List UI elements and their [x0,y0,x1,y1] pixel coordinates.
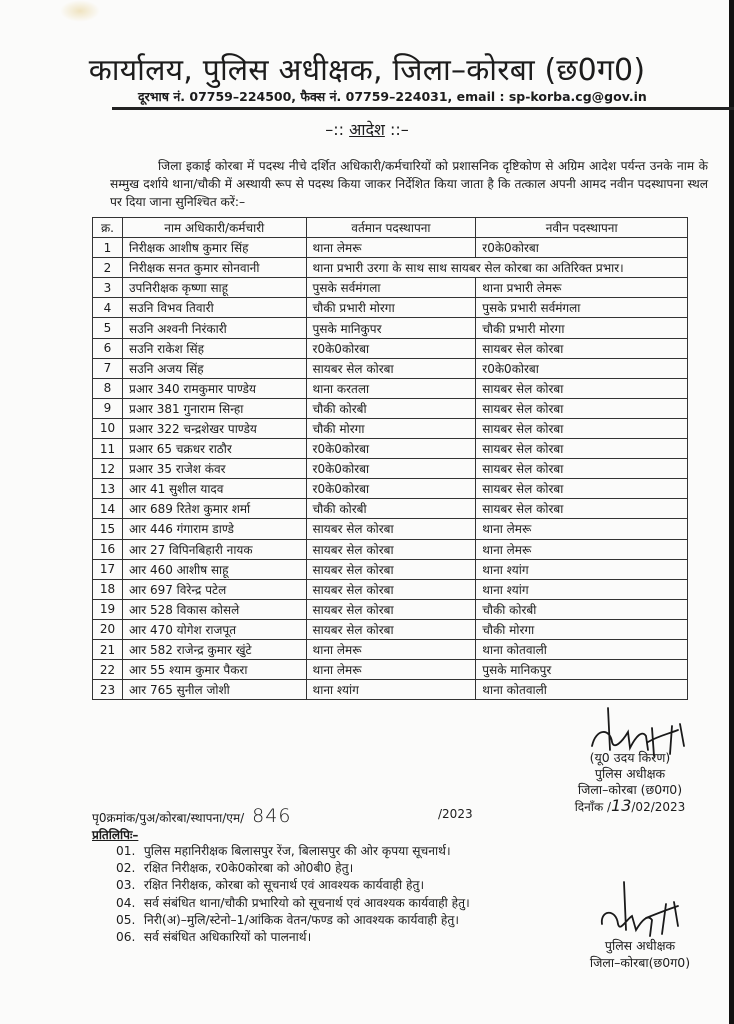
officer-name: आर 528 विकास कोसले [122,599,306,619]
officer-name: आर 765 सुनील जोशी [122,680,306,700]
serial-number: 12 [93,459,123,479]
new-posting: सायबर सेल कोरबा [476,398,688,418]
copy-to-item-text: सर्व संबंधित थाना/चौकी प्रभारियो को सूचनार्थ एवं आवश्यक कार्यवाही हेतु। [143,895,470,910]
signatory-district: जिला–कोरबा(छ0ग0) [589,955,691,970]
reference-line [92,805,473,827]
new-posting: सायबर सेल कोरबा [476,418,688,438]
table-row [93,398,688,418]
copy-to-item [116,929,470,946]
copy-to-label: प्रतिलिपिः– [92,828,139,842]
serial-number: 18 [93,579,123,599]
serial-number: 7 [93,358,123,378]
officer-name: आर 55 श्याम कुमार पैकरा [122,660,306,680]
new-posting: थाना श्यांग [476,559,688,579]
current-posting: र0के0कोरबा [306,459,476,479]
current-posting: र0के0कोरबा [306,338,476,358]
serial-number: 9 [93,398,123,418]
intro-text: जिला इकाई कोरबा में पदस्थ नीचे दर्शित अधिकारी/कर्मचारियों को प्रशासनिक दृष्टिकोण से अग्रिम आदेश पर्यन्त उनके नाम के सम्मुख दर्शाये थाना/चौकी में अस्थायी रूप से पदस्थ किया जाकर निर्देशित किया जाता है कि तत्काल अपनी आमद नवीन पदस्थापना स्थल पर दिया जाना सुनिश्चित करें:– [110,159,708,209]
copy-to-item-number: 02. [116,861,136,876]
officer-name: आर 582 राजेन्द्र कुमार खुंटे [122,639,306,659]
table-row [93,619,688,639]
officer-name: सउनि विभव तिवारी [122,298,306,318]
current-posting: थाना करतला [306,378,476,398]
officer-name: निरीक्षक सनत कुमार सोनवानी [122,258,306,278]
current-posting: चौकी प्रभारी मोरगा [306,298,476,318]
officer-name: आर 470 योगेश राजपूत [122,619,306,639]
serial-number: 3 [93,278,123,298]
copy-to-item-number: 03. [116,878,136,893]
signatory-designation: पुलिस अधीक्षक [594,766,666,781]
serial-number: 8 [93,378,123,398]
copy-to-item-text: रक्षित निरीक्षक, कोरबा को सूचनार्थ एवं आवश्यक कार्यवाही हेतु। [143,878,425,893]
new-posting: चौकी प्रभारी मोरगा [476,318,688,338]
officer-name: आर 27 विपिनबिहारी नायक [122,539,306,559]
copy-to-item-text: रक्षित निरीक्षक, र0के0कोरबा को ओ0बी0 हेतु। [143,861,354,876]
serial-number: 6 [93,338,123,358]
officer-name: प्रआर 340 रामकुमार पाण्डेय [122,378,306,398]
serial-number: 5 [93,318,123,338]
copy-to-item-text: सर्व संबंधित अधिकारियों को पालनार्थ। [143,930,312,945]
officer-name: निरीक्षक आशीष कुमार सिंह [122,238,306,258]
serial-number: 22 [93,660,123,680]
order-heading-suffix: ::– [384,120,409,139]
officer-name: आर 697 विरेन्द्र पटेल [122,579,306,599]
table-row [93,639,688,659]
serial-number: 14 [93,499,123,519]
officer-name: आर 460 आशीष साहू [122,559,306,579]
table-row [93,258,688,278]
serial-number: 19 [93,599,123,619]
current-posting: सायबर सेल कोरबा [306,358,476,378]
copy-to-item-number: 01. [116,844,136,858]
new-posting: थाना कोतवाली [476,680,688,700]
table-row [93,579,688,599]
serial-number: 23 [93,680,123,700]
current-posting: सायबर सेल कोरबा [306,539,476,559]
serial-number: 1 [93,238,123,258]
current-posting: सायबर सेल कोरबा [306,519,476,539]
serial-number: 13 [93,479,123,499]
new-posting: थाना प्रभारी लेमरू [476,278,688,298]
new-posting: चौकी कोरबी [476,599,688,619]
new-posting: सायबर सेल कोरबा [476,499,688,519]
table-header-row [93,218,688,238]
table-row [93,439,688,459]
signatory-block-1 [545,750,715,815]
table-row [93,238,688,258]
new-posting: सायबर सेल कोरबा [476,459,688,479]
copy-to-item [116,860,470,877]
serial-number: 2 [93,258,123,278]
table-row [93,479,688,499]
contact-line: दूरभाष नं. 07759–224500, फैक्स नं. 07759–224031, email : sp-korba.cg@gov.in [138,89,647,104]
new-posting: थाना कोतवाली [476,639,688,659]
paper-stain [60,0,100,22]
current-posting: चौकी कोरबी [306,398,476,418]
current-posting: र0के0कोरबा [306,479,476,499]
table-row [93,459,688,479]
transfer-table [92,217,688,700]
reference-year: /2023 [438,807,473,821]
reference-prefix: पृ0क्रमांक/पुअ/कोरबा/स्थापना/एम/ [92,811,245,825]
current-posting: पुसके मानिकुपर [306,318,476,338]
copy-to-item-number: 06. [116,930,136,945]
table-row [93,278,688,298]
officer-name: प्रआर 65 चक्रधर राठौर [122,439,306,459]
order-intro-paragraph [110,157,708,211]
new-posting: थाना श्यांग [476,579,688,599]
new-posting: पुसके प्रभारी सर्वमंगला [476,298,688,318]
table-row [93,519,688,539]
officer-name: सउनि अजय सिंह [122,358,306,378]
combined-posting-note: थाना प्रभारी उरगा के साथ साथ सायबर सेल कोरबा का अतिरिक्त प्रभार। [306,258,687,278]
table-row [93,418,688,438]
current-posting: पुसके सर्वमंगला [306,278,476,298]
table-row [93,539,688,559]
officer-name: आर 446 गंगाराम डाण्डे [122,519,306,539]
page-edge [729,0,734,1024]
table-row [93,599,688,619]
officer-name: प्रआर 322 चन्द्रशेखर पाण्डेय [122,418,306,438]
serial-number: 20 [93,619,123,639]
current-posting: थाना लेमरू [306,660,476,680]
new-posting: सायबर सेल कोरबा [476,439,688,459]
header-name: नाम अधिकारी/कर्मचारी [122,218,306,238]
copy-to-list [116,843,470,946]
signature-2 [596,880,686,940]
serial-number: 10 [93,418,123,438]
new-posting: र0के0कोरबा [476,358,688,378]
officer-name: आर 689 रितेश कुमार शर्मा [122,499,306,519]
new-posting: सायबर सेल कोरबा [476,338,688,358]
new-posting: सायबर सेल कोरबा [476,378,688,398]
copy-to-item-text: पुलिस महानिरीक्षक बिलासपुर रेंज, बिलासपुर की ओर कृपया सूचनार्थ। [143,844,451,858]
header-divider [112,107,734,110]
header-current-posting: वर्तमान पदस्थापना [306,218,476,238]
officer-name: सउनि राकेश सिंह [122,338,306,358]
date-rest: /02/2023 [631,800,686,814]
officer-name: उपनिरीक्षक कृष्णा साहू [122,278,306,298]
order-heading [0,118,734,140]
officer-name: सउनि अश्वनी निरंकारी [122,318,306,338]
copy-to-item [116,912,470,929]
current-posting: र0के0कोरबा [306,439,476,459]
copy-to-item-number: 05. [116,912,136,927]
table-row [93,298,688,318]
officer-name: प्रआर 35 राजेश कंवर [122,459,306,479]
serial-number: 17 [93,559,123,579]
table-row [93,338,688,358]
table-row [93,378,688,398]
current-posting: सायबर सेल कोरबा [306,559,476,579]
officer-name: आर 41 सुशील यादव [122,479,306,499]
new-posting: पुसके मानिकपुर [476,660,688,680]
current-posting: थाना श्यांग [306,680,476,700]
reference-number-handwritten: 846 [252,805,292,827]
signatory-designation: पुलिस अधीक्षक [604,938,676,953]
current-posting: सायबर सेल कोरबा [306,579,476,599]
copy-to-item [116,843,470,860]
date-day-handwritten: 13 [611,796,632,815]
signatory-block-2 [575,937,705,971]
office-title: कार्यालय, पुलिस अधीक्षक, जिला–कोरबा (छ0ग0) [88,53,646,88]
copy-to-item [116,877,470,894]
new-posting: थाना लेमरू [476,519,688,539]
table-row [93,358,688,378]
new-posting: सायबर सेल कोरबा [476,479,688,499]
order-heading-prefix: –:: [325,120,350,139]
serial-number: 16 [93,539,123,559]
table-row [93,660,688,680]
date-label: दिनाँक [574,800,604,814]
copy-to-item [116,895,470,912]
header-new-posting: नवीन पदस्थापना [476,218,688,238]
serial-number: 15 [93,519,123,539]
new-posting: चौकी मोरगा [476,619,688,639]
current-posting: चौकी कोरबी [306,499,476,519]
signatory-district: जिला–कोरबा (छ0ग0) [577,782,683,797]
copy-to-item-number: 04. [116,895,136,910]
header-serial: क्र. [93,218,123,238]
serial-number: 21 [93,639,123,659]
current-posting: सायबर सेल कोरबा [306,619,476,639]
table-row [93,559,688,579]
order-title: आदेश [349,120,385,139]
current-posting: थाना लेमरू [306,238,476,258]
table-row [93,318,688,338]
table-row [93,680,688,700]
current-posting: थाना लेमरू [306,639,476,659]
order-date: दिनाँक /13/02/2023 [574,796,686,815]
current-posting: चौकी मोरगा [306,418,476,438]
signatory-name: (यू0 उदय किरण) [589,750,671,765]
serial-number: 11 [93,439,123,459]
officer-name: प्रआर 381 गुनाराम सिन्हा [122,398,306,418]
copy-to-item-text: निरी(अ)–मुलि/स्टेनो–1/आंकिक वेतन/फण्ड को आवश्यक कार्यवाही हेतु। [143,912,459,927]
serial-number: 4 [93,298,123,318]
new-posting: र0के0कोरबा [476,238,688,258]
current-posting: सायबर सेल कोरबा [306,599,476,619]
table-row [93,499,688,519]
new-posting: थाना लेमरू [476,539,688,559]
